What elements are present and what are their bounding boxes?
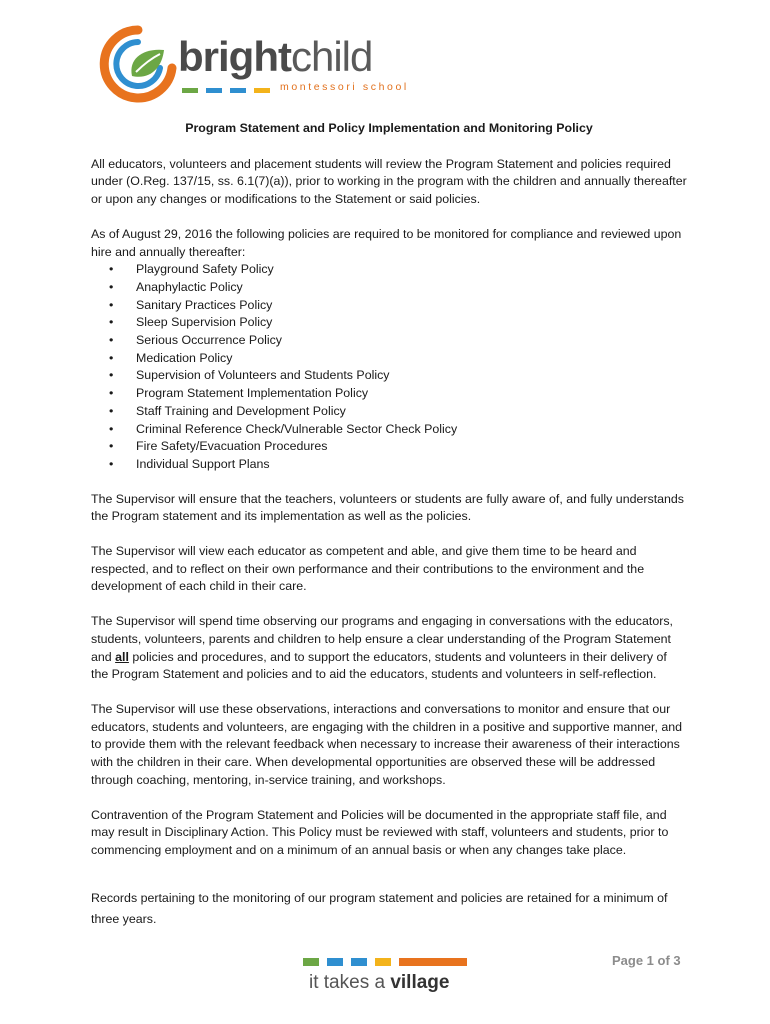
policy-item: • Anaphylactic Policy: [136, 279, 687, 297]
paragraph-policies-intro: As of August 29, 2016 the following policies are required to be monitored for compliance and reviewed upon hire and annually thereafter:: [91, 226, 682, 259]
logo-subtitle: montessori school: [280, 81, 409, 93]
policy-item: • Supervision of Volunteers and Students Policy: [136, 367, 687, 385]
paragraph-records: Records pertaining to the monitoring of our program statement and policies are retained for a minimum of three years.: [91, 890, 668, 926]
policy-item: • Program Statement Implementation Policy: [136, 385, 687, 403]
policy-item: • Sleep Supervision Policy: [136, 314, 687, 332]
footer-tagline: [303, 958, 467, 998]
logo-color-dashes: [182, 88, 272, 93]
document-title: Program Statement and Policy Implementation and Monitoring Policy: [185, 121, 593, 135]
policy-list: [91, 261, 687, 473]
paragraph-supervisor-view: The Supervisor will view each educator as competent and able, and give them time to be heard and respected, and to reflect on their own performance and their contributions to the environment and the development of each child in their care.: [91, 544, 645, 594]
logo-swirl-icon: [98, 24, 178, 104]
policy-item: • Individual Support Plans: [136, 456, 687, 474]
footer-text: it takes a village: [309, 972, 450, 993]
footer-color-bar: [303, 958, 467, 966]
brightchild-logo: [98, 24, 408, 104]
document-body: [91, 120, 687, 947]
page-number: Page 1 of 3: [612, 953, 681, 968]
paragraph-supervisor-ensure: The Supervisor will ensure that the teachers, volunteers or students are fully aware of, and fully understands the Program statement and its implementation as well as the policies.: [91, 491, 685, 524]
policy-item: • Medication Policy: [136, 350, 687, 368]
policy-item: • Sanitary Practices Policy: [136, 297, 687, 315]
emphasis-all: all: [115, 649, 129, 664]
paragraph-supervisor-monitor: The Supervisor will use these observations, interactions and conversations to monitor and ensure that our educators, students and volunteers, are engaging with the children in a positive and supportive manner, and to provide them with the relevant feedback when necessary to increase their awareness of their interactions with the children in their care. When developmental opportunities are observed these will be addressed through coaching, mentoring, in-service training, and workshops.: [91, 701, 682, 787]
logo-wordmark: brightchild: [178, 33, 373, 80]
policy-item: • Playground Safety Policy: [136, 261, 687, 279]
paragraph-review: All educators, volunteers and placement students will review the Program Statement and policies required under (O.Reg. 137/15, ss. 6.1(7)(a)), prior to working in the program with the children and annually thereafter or upon any changes or modifications to the Statement or said policies.: [91, 156, 687, 207]
policy-item: • Criminal Reference Check/Vulnerable Sector Check Policy: [136, 421, 687, 439]
paragraph-contravention: Contravention of the Program Statement and Policies will be documented in the appropriate staff file, and may result in Disciplinary Action. This Policy must be reviewed with staff, volunteers and students, prior to commencing employment and on a minimum of an annual basis or when any changes take place.: [91, 807, 669, 857]
paragraph-supervisor-observe: The Supervisor will spend time observing our programs and engaging in conversations with the educators, students, volunteers, parents and children to help ensure a clear understanding of the Program Statement and all policies and procedures, and to support the educators, students and volunteers in their delivery of the Program Statement and policies and to aid the educators, students and volunteers in self-reflection.: [91, 614, 673, 682]
policy-item: • Staff Training and Development Policy: [136, 403, 687, 421]
policy-item: • Serious Occurrence Policy: [136, 332, 687, 350]
policy-item: • Fire Safety/Evacuation Procedures: [136, 438, 687, 456]
